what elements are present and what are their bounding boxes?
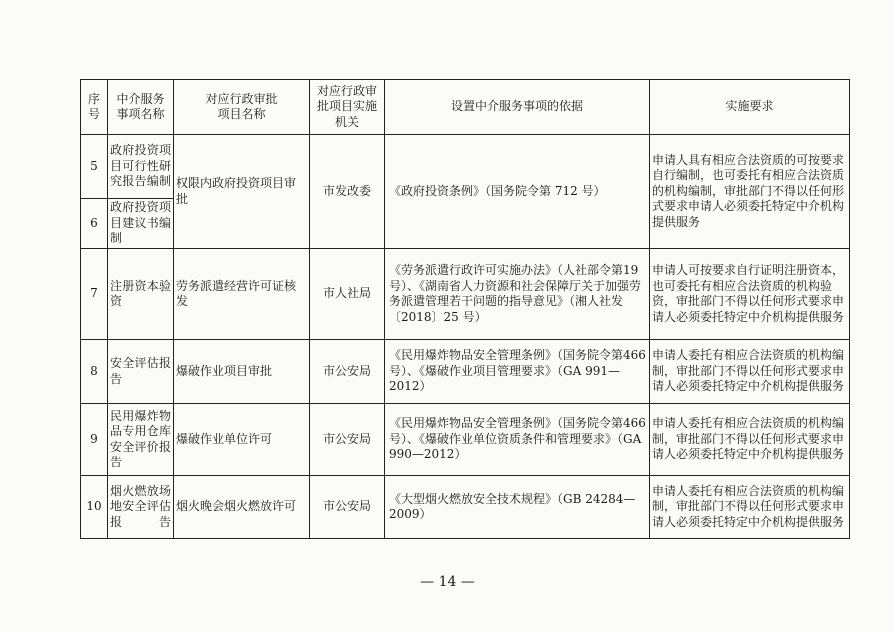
row-index: 7 — [81, 249, 108, 340]
requirement: 申请人委托有相应合法资质的机构编制，审批部门不得以任何形式要求申请人必须委托特定中介机构提供服务 — [650, 340, 850, 404]
header-row — [81, 80, 850, 135]
intermediary-services-table — [80, 79, 850, 539]
basis: 《民用爆炸物品安全管理条例》（国务院令第466号）、《爆破作业项目管理要求》（GA 991—2012） — [385, 340, 650, 404]
row-index: 9 — [81, 404, 108, 476]
row-index: 6 — [81, 199, 108, 249]
service-name: 政府投资项目可行性研究报告编制 — [108, 135, 174, 199]
agency: 市人社局 — [310, 249, 385, 340]
basis: 《大型烟火燃放安全技术规程》（GB 24284—2009） — [385, 476, 650, 539]
approval-item: 爆破作业单位许可 — [174, 404, 310, 476]
service-name: 政府投资项目建议书编制 — [108, 199, 174, 249]
service-name: 安全评估报告 — [108, 340, 174, 404]
agency: 市公安局 — [310, 476, 385, 539]
header-idx: 序号 — [81, 80, 108, 135]
header-agency: 对应行政审批项目实施机关 — [310, 80, 385, 135]
header-req: 实施要求 — [650, 80, 850, 135]
requirement: 申请人可按要求自行证明注册资本，也可委托有相应合法资质的机构验资，审批部门不得以任何形式要求申请人必须委托特定中介机构提供服务 — [650, 249, 850, 340]
service-name: 注册资本验资 — [108, 249, 174, 340]
basis: 《民用爆炸物品安全管理条例》（国务院令第466号）、《爆破作业单位资质条件和管理要求》（GA 990—2012） — [385, 404, 650, 476]
service-name: 民用爆炸物品专用仓库安全评价报告 — [108, 404, 174, 476]
table-row — [81, 135, 850, 199]
header-basis: 设置中介服务事项的依据 — [385, 80, 650, 135]
table-row — [81, 340, 850, 404]
requirement: 申请人委托有相应合法资质的机构编制，审批部门不得以任何形式要求申请人必须委托特定中介机构提供服务 — [650, 404, 850, 476]
table-row — [81, 404, 850, 476]
row-index: 8 — [81, 340, 108, 404]
requirement: 申请人具有相应合法资质的可按要求自行编制，也可委托有相应合法资质的机构编制，审批部门不得以任何形式要求申请人必须委托特定中介机构提供服务 — [650, 135, 850, 249]
row-index: 5 — [81, 135, 108, 199]
agency: 市公安局 — [310, 340, 385, 404]
requirement: 申请人委托有相应合法资质的机构编制，审批部门不得以任何形式要求申请人必须委托特定中介机构提供服务 — [650, 476, 850, 539]
approval-item: 爆破作业项目审批 — [174, 340, 310, 404]
approval-item: 劳务派遣经营许可证核发 — [174, 249, 310, 340]
header-approval: 对应行政审批项目名称 — [174, 80, 310, 135]
table-row — [81, 476, 850, 539]
basis: 《劳务派遣行政许可实施办法》（人社部令第19号）、《湖南省人力资源和社会保障厅关于加强劳务派遣管理若干问题的指导意见》（湘人社发〔2018〕25 号） — [385, 249, 650, 340]
header-name: 中介服务事项名称 — [108, 80, 174, 135]
agency: 市发改委 — [310, 135, 385, 249]
table-row — [81, 249, 850, 340]
page-number: — 14 — — [420, 574, 475, 590]
approval-item: 烟火晚会烟火燃放许可 — [174, 476, 310, 539]
row-index: 10 — [81, 476, 108, 539]
service-name: 烟火燃放场地安全评估报告 — [108, 476, 174, 539]
basis: 《政府投资条例》（国务院令第 712 号） — [385, 135, 650, 249]
agency: 市公安局 — [310, 404, 385, 476]
approval-item: 权限内政府投资项目审批 — [174, 135, 310, 249]
